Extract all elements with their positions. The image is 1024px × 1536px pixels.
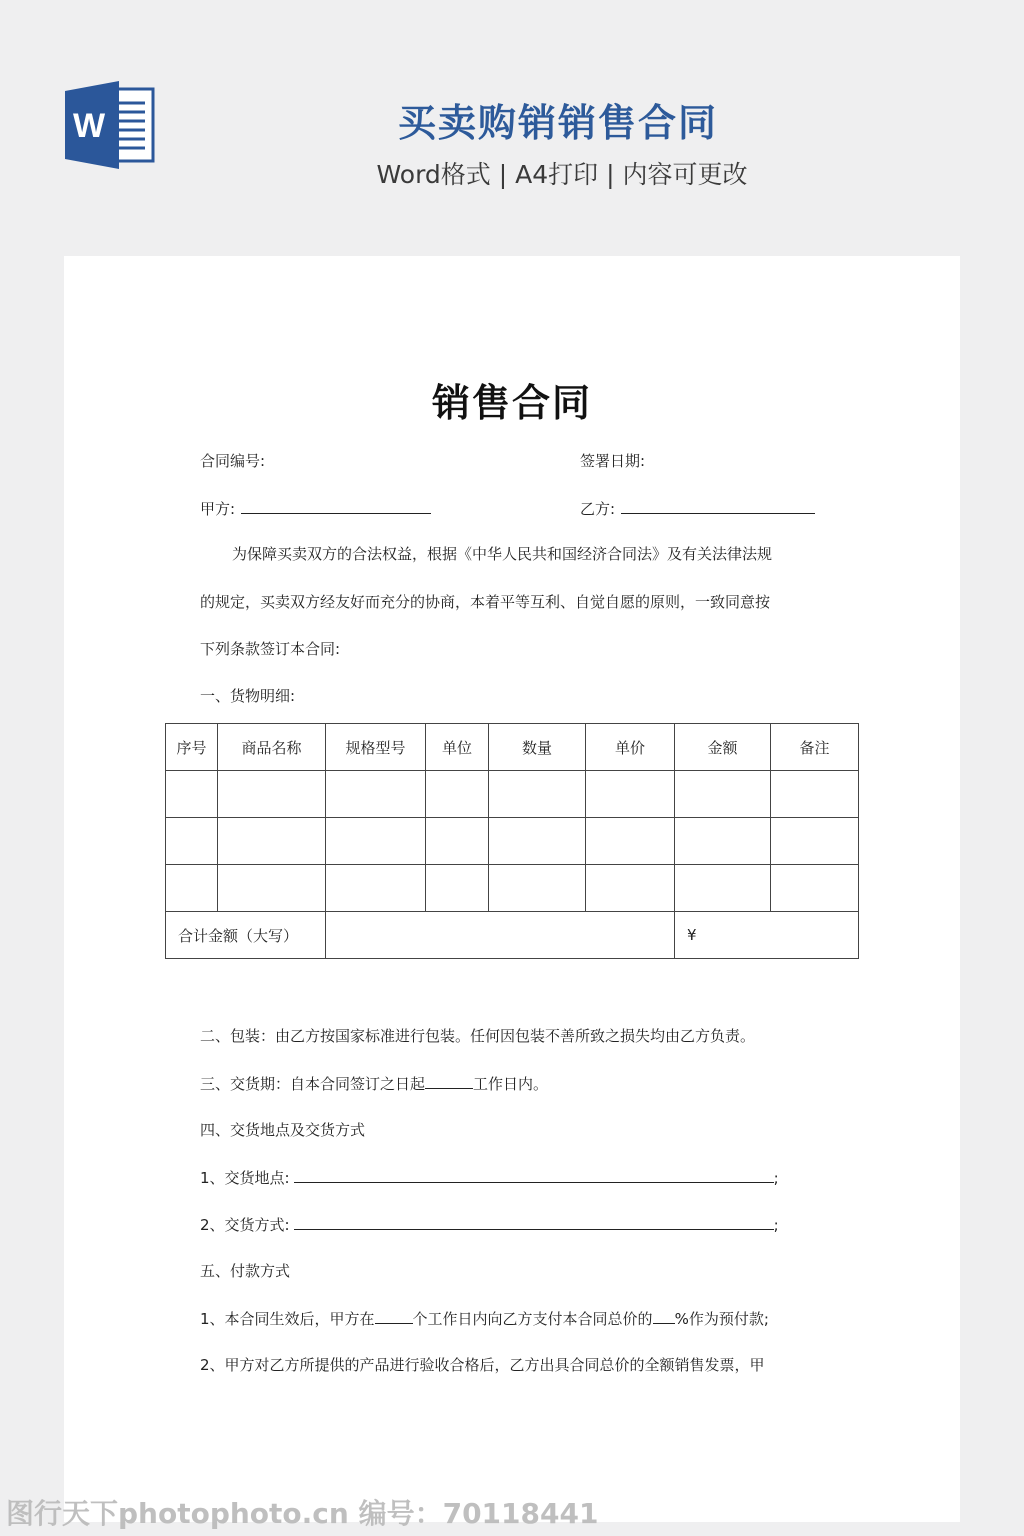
- table-cell[interactable]: [326, 771, 426, 818]
- party-b-blank[interactable]: [621, 497, 815, 514]
- table-cell[interactable]: [675, 818, 771, 865]
- table-row: [166, 865, 859, 912]
- prepay-percent-blank[interactable]: [653, 1307, 675, 1324]
- table-cell[interactable]: [218, 771, 326, 818]
- word-icon-letter: W: [72, 107, 106, 145]
- section-5-heading: 五、付款方式: [200, 1262, 291, 1280]
- column-header: 规格型号: [326, 724, 426, 771]
- table-cell[interactable]: [166, 771, 218, 818]
- column-header: 金额: [675, 724, 771, 771]
- watermark: 图行天下photophoto.cn 编号：70118441: [6, 1497, 599, 1530]
- section-3-delivery-period: [200, 1072, 548, 1094]
- column-header: 备注: [771, 724, 859, 771]
- delivery-place-row: [200, 1166, 779, 1188]
- delivery-place-end: ;: [773, 1169, 779, 1187]
- table-cell[interactable]: [586, 818, 675, 865]
- table-cell[interactable]: [218, 865, 326, 912]
- sign-date-label: 签署日期:: [580, 452, 646, 470]
- table-cell[interactable]: [489, 865, 586, 912]
- payment-1-text-c: %作为预付款;: [674, 1310, 769, 1328]
- table-cell[interactable]: [675, 865, 771, 912]
- table-cell[interactable]: [326, 818, 426, 865]
- delivery-method-blank[interactable]: [294, 1213, 774, 1230]
- table-cell[interactable]: [326, 865, 426, 912]
- table-cell[interactable]: [675, 771, 771, 818]
- table-cell[interactable]: [489, 771, 586, 818]
- header-title: 买卖购销销售合同: [397, 101, 718, 145]
- column-header: 单价: [586, 724, 675, 771]
- table-cell[interactable]: [586, 771, 675, 818]
- party-a-blank[interactable]: [241, 497, 431, 514]
- table-cell[interactable]: [586, 865, 675, 912]
- delivery-method-label: 2、交货方式:: [200, 1216, 290, 1234]
- payment-1-text-b: 个工作日内向乙方支付本合同总价的: [412, 1310, 653, 1328]
- intro-paragraph-line-3: 下列条款签订本合同:: [200, 640, 341, 658]
- header-subtitle: Word格式 | A4打印 | 内容可更改: [376, 160, 748, 189]
- delivery-days-blank[interactable]: [425, 1072, 473, 1089]
- column-header: 序号: [166, 724, 218, 771]
- table-header-row: [166, 724, 859, 771]
- table-cell[interactable]: [771, 771, 859, 818]
- delivery-place-blank[interactable]: [294, 1166, 774, 1183]
- party-b-label: 乙方:: [580, 500, 616, 518]
- table-row: [166, 818, 859, 865]
- table-cell[interactable]: [426, 818, 489, 865]
- table-cell[interactable]: [166, 818, 218, 865]
- delivery-method-end: ;: [773, 1216, 779, 1234]
- section-2-packaging: 二、包装：由乙方按国家标准进行包装。任何因包装不善所致之损失均由乙方负责。: [200, 1027, 756, 1045]
- delivery-period-text: 三、交货期：自本合同签订之日起: [200, 1075, 426, 1093]
- word-document-icon: [65, 81, 155, 169]
- party-b-row: [580, 497, 815, 519]
- document-title: 销售合同: [431, 381, 592, 425]
- payment-1-text-a: 1、本合同生效后，甲方在: [200, 1310, 375, 1328]
- contract-number-label: 合同编号:: [200, 452, 266, 470]
- total-amount-words-cell[interactable]: [326, 912, 675, 959]
- total-amount-currency[interactable]: ¥: [675, 912, 859, 959]
- table-cell[interactable]: [218, 818, 326, 865]
- table-cell[interactable]: [166, 865, 218, 912]
- table-cell[interactable]: [426, 865, 489, 912]
- table-row: [166, 771, 859, 818]
- party-a-row: [200, 497, 431, 519]
- section-4-heading: 四、交货地点及交货方式: [200, 1121, 366, 1139]
- table-cell[interactable]: [771, 818, 859, 865]
- table-cell[interactable]: [426, 771, 489, 818]
- delivery-method-row: [200, 1213, 779, 1235]
- column-header: 商品名称: [218, 724, 326, 771]
- column-header: 单位: [426, 724, 489, 771]
- section-1-heading: 一、货物明细:: [200, 687, 296, 705]
- intro-paragraph-line-2: 的规定，买卖双方经友好而充分的协商，本着平等互利、自觉自愿的原则，一致同意按: [200, 593, 771, 611]
- table-total-row: [166, 912, 859, 959]
- column-header: 数量: [489, 724, 586, 771]
- payment-days-blank[interactable]: [375, 1307, 413, 1324]
- table-cell[interactable]: [771, 865, 859, 912]
- party-a-label: 甲方:: [200, 500, 236, 518]
- total-amount-label: 合计金额（大写）: [166, 912, 326, 959]
- payment-term-2: 2、甲方对乙方所提供的产品进行验收合格后，乙方出具合同总价的全额销售发票，甲: [200, 1356, 765, 1374]
- payment-term-1: [200, 1307, 769, 1329]
- intro-paragraph-line-1: 为保障买卖双方的合法权益，根据《中华人民共和国经济合同法》及有关法律法规: [232, 545, 773, 563]
- delivery-period-suffix: 工作日内。: [473, 1075, 549, 1093]
- delivery-place-label: 1、交货地点:: [200, 1169, 290, 1187]
- goods-table: [165, 723, 859, 959]
- table-cell[interactable]: [489, 818, 586, 865]
